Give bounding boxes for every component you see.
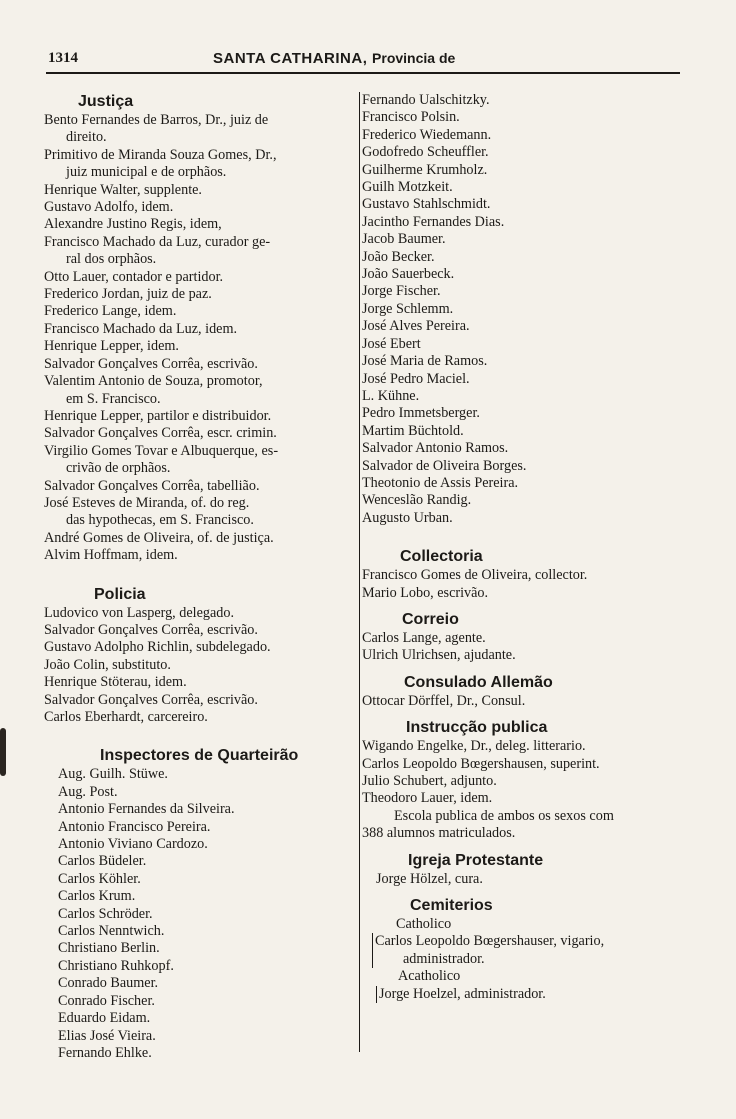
list-item: Pedro Immetsberger. bbox=[362, 405, 480, 422]
list-item: João Colin, substituto. bbox=[44, 656, 171, 673]
list-item: Jorge Hoelzel, administrador. bbox=[379, 985, 546, 1002]
list-item: em S. Francisco. bbox=[66, 390, 161, 407]
list-item: Carlos Büdeler. bbox=[58, 853, 147, 870]
list-item: Carlos Nenntwich. bbox=[58, 923, 165, 940]
list-item: Gustavo Stahlschmidt. bbox=[362, 196, 491, 213]
list-item: L. Kühne. bbox=[362, 387, 420, 404]
list-item: Augusto Urban. bbox=[362, 509, 453, 526]
list-item: Alvim Hoffmam, idem. bbox=[44, 547, 178, 564]
section-heading-justica: Justiça bbox=[78, 93, 134, 110]
list-item: Henrique Walter, supplente. bbox=[44, 181, 202, 198]
list-item: Jorge Hölzel, cura. bbox=[376, 870, 483, 887]
catholico-group bbox=[372, 933, 690, 968]
section-heading-consulado: Consulado Allemão bbox=[404, 673, 553, 691]
page-title bbox=[213, 50, 455, 67]
list-item: Jacintho Fernandes Dias. bbox=[362, 213, 505, 230]
list-item: Alexandre Justino Regis, idem, bbox=[44, 216, 222, 233]
list-item: Ludovico von Lasperg, delegado. bbox=[44, 604, 235, 621]
list-item: Francisco Polsin. bbox=[362, 109, 460, 126]
list-item: Ottocar Dörffel, Dr., Consul. bbox=[362, 692, 526, 709]
right-column bbox=[362, 92, 690, 1003]
list-item: Carlos Schröder. bbox=[58, 905, 153, 922]
list-item: das hypothecas, em S. Francisco. bbox=[66, 512, 254, 529]
list-item: Ulrich Ulrichsen, ajudante. bbox=[362, 647, 516, 664]
list-item: Conrado Baumer. bbox=[58, 975, 159, 992]
list-item: Jorge Schlemm. bbox=[362, 300, 454, 317]
list-item: Fernando Ehlke. bbox=[58, 1044, 152, 1061]
list-item: Salvador Gonçalves Corrêa, escrivão. bbox=[44, 355, 258, 372]
list-item: Fernando Ualschitzky. bbox=[362, 92, 490, 108]
list-item: José Esteves de Miranda, of. do reg. bbox=[44, 494, 250, 511]
list-item: Primitivo de Miranda Souza Gomes, Dr., bbox=[44, 146, 277, 163]
list-item: crivão de orphãos. bbox=[66, 460, 171, 477]
spacer bbox=[362, 710, 690, 718]
list-item: José Pedro Maciel. bbox=[362, 370, 470, 387]
list-item: Guilherme Krumholz. bbox=[362, 161, 488, 178]
subheading-catholico: Catholico bbox=[396, 916, 452, 933]
list-item: Jacob Baumer. bbox=[362, 231, 446, 248]
list-item: Frederico Wiedemann. bbox=[362, 126, 492, 143]
section-heading-cemiterios: Cemiterios bbox=[410, 897, 493, 915]
list-item: Wigando Engelke, Dr., deleg. litterario. bbox=[362, 738, 586, 755]
list-item: Salvador Gonçalves Corrêa, tabellião. bbox=[44, 477, 260, 494]
list-item: Frederico Lange, idem. bbox=[44, 303, 177, 320]
spacer bbox=[362, 527, 690, 547]
spacer bbox=[44, 565, 358, 585]
list-item: João Sauerbeck. bbox=[362, 266, 455, 283]
list-item: Valentim Antonio de Souza, promotor, bbox=[44, 373, 263, 390]
list-item: Eduardo Eidam. bbox=[58, 1010, 151, 1027]
list-item: José Alves Pereira. bbox=[362, 318, 470, 335]
section-heading-inspectores: Inspectores de Quarteirão bbox=[100, 747, 299, 765]
list-item: Mario Lobo, escrivão. bbox=[362, 584, 489, 601]
spacer bbox=[362, 843, 690, 851]
list-item: Aug. Post. bbox=[58, 783, 118, 800]
list-item: Salvador Gonçalves Corrêa, escr. crimin. bbox=[44, 425, 277, 442]
section-heading-instruccao: Instrucção publica bbox=[406, 719, 548, 737]
list-item: Conrado Fischer. bbox=[58, 992, 155, 1009]
section-heading-igreja: Igreja Protestante bbox=[408, 851, 544, 869]
list-item: Theotonio de Assis Pereira. bbox=[362, 474, 519, 491]
list-item: Christiano Berlin. bbox=[58, 940, 160, 957]
list-item: Francisco Machado da Luz, curador ge- bbox=[44, 233, 271, 250]
list-item: Wenceslão Randig. bbox=[362, 492, 472, 509]
page-number: 1314 bbox=[48, 50, 78, 66]
list-item: Gustavo Adolpho Richlin, subdelegado. bbox=[44, 639, 271, 656]
list-item: Christiano Ruhkopf. bbox=[58, 957, 174, 974]
list-item: Francisco Machado da Luz, idem. bbox=[44, 320, 238, 337]
list-item: Carlos Leopoldo Bœgershausen, superint. bbox=[362, 755, 600, 772]
list-item: Bento Fernandes de Barros, Dr., juiz de bbox=[44, 112, 269, 128]
list-item: Gustavo Adolfo, idem. bbox=[44, 199, 174, 216]
acatholico-group bbox=[376, 986, 690, 1003]
list-item: Jorge Fischer. bbox=[362, 283, 441, 300]
spacer bbox=[44, 726, 358, 746]
list-item: Salvador Gonçalves Corrêa, escrivão. bbox=[44, 691, 258, 708]
list-item: administrador. bbox=[403, 950, 485, 967]
page-header bbox=[48, 50, 680, 72]
list-item: Escola publica de ambos os sexos com bbox=[394, 807, 614, 824]
list-item: Antonio Viviano Cardozo. bbox=[58, 836, 208, 853]
page-title-main: SANTA CATHARINA, bbox=[213, 50, 368, 67]
list-item: Henrique Lepper, idem. bbox=[44, 338, 179, 355]
list-item: Aug. Guilh. Stüwe. bbox=[58, 766, 168, 783]
section-heading-policia: Policia bbox=[94, 585, 146, 603]
list-item: Elias José Vieira. bbox=[58, 1027, 156, 1044]
list-item: Carlos Köhler. bbox=[58, 870, 141, 887]
list-item: Carlos Krum. bbox=[58, 888, 136, 905]
list-item: juiz municipal e de orphãos. bbox=[66, 164, 227, 181]
list-item: Frederico Jordan, juiz de paz. bbox=[44, 286, 212, 303]
list-item: José Maria de Ramos. bbox=[362, 353, 488, 370]
list-item: João Becker. bbox=[362, 248, 435, 265]
section-heading-collectoria: Collectoria bbox=[400, 548, 483, 566]
list-item: Otto Lauer, contador e partidor. bbox=[44, 268, 224, 285]
list-item: Guilh Motzkeit. bbox=[362, 179, 453, 196]
list-item: direito. bbox=[66, 129, 107, 146]
list-item: 388 alumnos matriculados. bbox=[362, 825, 516, 842]
spacer bbox=[362, 602, 690, 610]
section-heading-correio: Correio bbox=[402, 610, 459, 628]
list-item: Theodoro Lauer, idem. bbox=[362, 790, 493, 807]
list-item: Carlos Lange, agente. bbox=[362, 629, 486, 646]
spacer bbox=[362, 665, 690, 673]
list-item: José Ebert bbox=[362, 335, 421, 352]
list-item: Martim Büchtold. bbox=[362, 422, 464, 439]
list-item: Antonio Fernandes da Silveira. bbox=[58, 801, 235, 818]
column-divider bbox=[359, 92, 360, 1052]
spacer bbox=[362, 888, 690, 896]
page-title-sub: Provincia de bbox=[372, 50, 456, 66]
list-item: Carlos Eberhardt, carcereiro. bbox=[44, 709, 208, 725]
list-item: Henrique Stöterau, idem. bbox=[44, 674, 187, 691]
list-item: Antonio Francisco Pereira. bbox=[58, 818, 211, 835]
ink-blot bbox=[0, 728, 6, 776]
list-item: Salvador de Oliveira Borges. bbox=[362, 457, 527, 474]
list-item: Carlos Leopoldo Bœgershauser, vigario, bbox=[375, 933, 605, 950]
list-item: Julio Schubert, adjunto. bbox=[362, 773, 497, 789]
list-item: Henrique Lepper, partilor e distribuidor. bbox=[44, 407, 272, 424]
subheading-acatholico: Acatholico bbox=[398, 968, 461, 985]
list-item: Francisco Gomes de Oliveira, collector. bbox=[362, 567, 588, 584]
left-column bbox=[44, 92, 358, 1062]
list-item: Godofredo Scheuffler. bbox=[362, 144, 489, 161]
list-item: Salvador Antonio Ramos. bbox=[362, 440, 509, 457]
list-item: ral dos orphãos. bbox=[66, 251, 157, 268]
list-item: Salvador Gonçalves Corrêa, escrivão. bbox=[44, 621, 258, 638]
list-item: Virgilio Gomes Tovar e Albuquerque, es- bbox=[44, 442, 279, 459]
list-item: André Gomes de Oliveira, of. de justiça. bbox=[44, 529, 274, 546]
header-rule bbox=[46, 72, 680, 74]
